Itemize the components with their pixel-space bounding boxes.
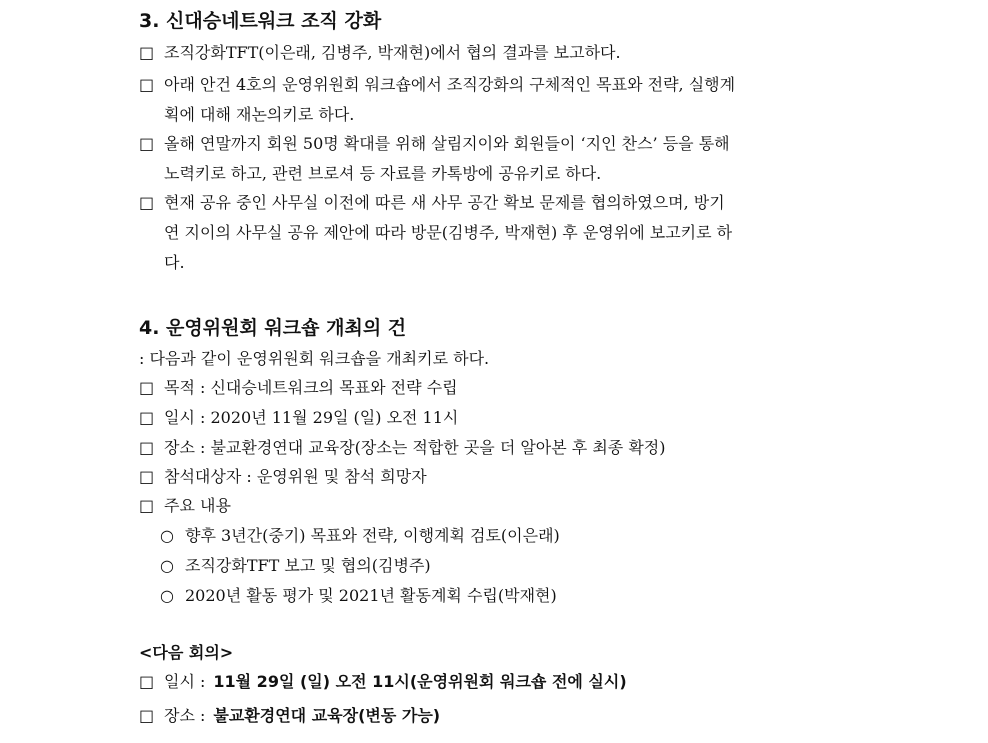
checkbox-marker-icon: □ [139,134,155,153]
section-4-date: □ 일시 : 2020년 11월 29일 (일) 오전 11시 [139,408,459,427]
checkbox-marker-icon: □ [139,438,155,457]
checkbox-marker-icon: □ [139,672,155,691]
section-3-item-2-cont: 획에 대해 재논의키로 하다. [164,105,355,124]
section-3-item-4-cont1: 연 지이의 사무실 공유 제안에 따라 방문(김병주, 박재현) 후 운영위에 보고키로 하 [164,223,733,242]
circle-bullet-icon: ○ [160,526,174,545]
checkbox-marker-icon: □ [139,706,155,725]
checkbox-marker-icon: □ [139,43,155,62]
circle-bullet-icon: ○ [160,556,174,575]
section-4-title: 4. 운영위원회 워크숍 개최의 건 [139,317,407,339]
section-4-content-label: □ 주요 내용 [139,496,231,515]
next-date-label: 일시 : [164,672,206,691]
checkbox-marker-icon: □ [139,467,155,486]
list-item: ○ 조직강화TFT 보고 및 협의(김병주) [160,556,431,575]
circle-bullet-icon: ○ [160,586,174,605]
next-meeting-title: <다음 회의> [139,643,234,662]
section-4-purpose: □ 목적 : 신대승네트워크의 목표와 전략 수립 [139,378,458,397]
next-date-note: (운영위원회 워크숍 전에 실시) [409,672,627,691]
next-place-value: 불교환경연대 교육장(변동 가능) [213,706,441,725]
section-4-place: □ 장소 : 불교환경연대 교육장(장소는 적합한 곳을 더 알아본 후 최종 확정) [139,438,666,457]
next-meeting-place [139,706,440,726]
checkbox-marker-icon: □ [139,193,155,212]
section-3-title: 3. 신대승네트워크 조직 강화 [139,10,382,32]
checkbox-marker-icon: □ [139,408,155,427]
section-3-item-3-cont: 노력키로 하고, 관련 브로셔 등 자료를 카톡방에 공유키로 하다. [164,164,602,183]
list-item: ○ 향후 3년간(중기) 목표와 전략, 이행계획 검토(이은래) [160,526,560,545]
section-4-intro: : 다음과 같이 운영위원회 워크숍을 개최키로 하다. [139,349,490,368]
checkbox-marker-icon: □ [139,378,155,397]
checkbox-marker-icon: □ [139,75,155,94]
section-3-item-3: □ 올해 연말까지 회원 50명 확대를 위해 살림지이와 회원들이 ‘지인 찬스’ 등을 통해 [139,134,730,153]
section-3-item-1: □ 조직강화TFT(이은래, 김병주, 박재현)에서 협의 결과를 보고하다. [139,43,621,62]
section-3-item-2: □ 아래 안건 4호의 운영위원회 워크숍에서 조직강화의 구체적인 목표와 전략, 실행계 [139,75,736,94]
section-3-item-4: □ 현재 공유 중인 사무실 이전에 따른 새 사무 공간 확보 문제를 협의하였으며, 방기 [139,193,725,212]
list-item: ○ 2020년 활동 평가 및 2021년 활동계획 수립(박재현) [160,586,557,605]
next-meeting-date [139,672,627,692]
next-place-label: 장소 : [164,706,206,725]
next-date-value: 11월 29일 (일) 오전 11시 [213,672,410,691]
checkbox-marker-icon: □ [139,496,155,515]
section-3-item-4-cont2: 다. [164,253,185,272]
section-4-attendees: □ 참석대상자 : 운영위원 및 참석 희망자 [139,467,427,486]
